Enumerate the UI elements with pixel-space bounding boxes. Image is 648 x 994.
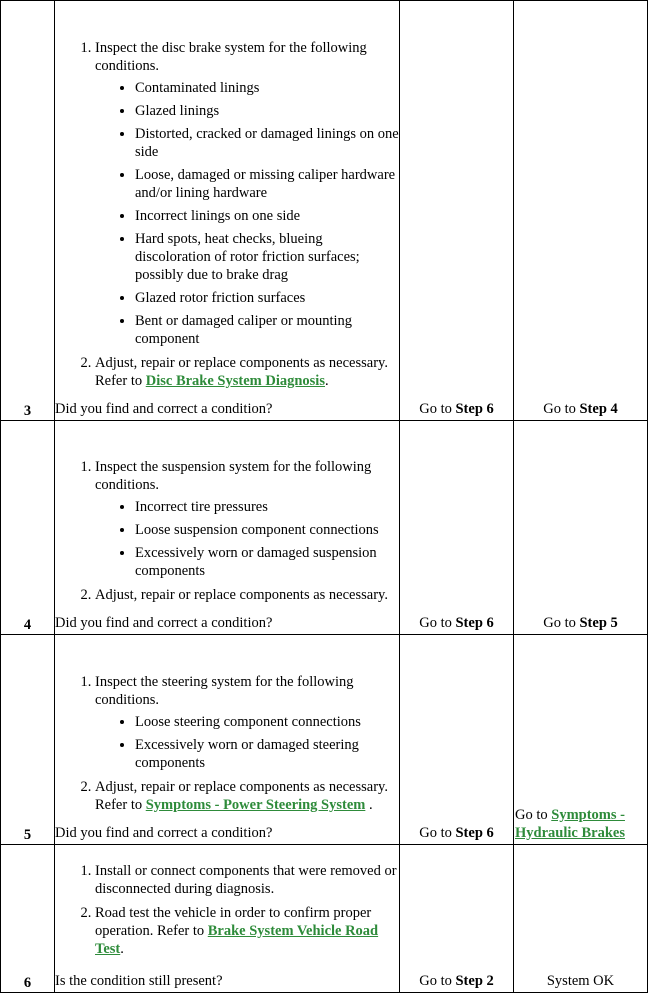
action-cell	[55, 845, 400, 993]
disc-brake-diagnosis-link[interactable]: Disc Brake System Diagnosis	[145, 373, 325, 389]
step-number: 5	[23, 827, 32, 843]
question-text: Did you find and correct a condition?	[55, 615, 273, 631]
instruction-item	[95, 39, 399, 348]
inspect-text: Inspect the suspension system for the following conditions.	[95, 459, 372, 493]
condition-item: • Bent or damaged caliper or mounting component	[135, 312, 399, 348]
adjust-suffix: .	[324, 373, 329, 389]
table-row-step-6	[1, 845, 648, 993]
road-test-suffix: .	[120, 941, 124, 957]
question-text: Did you find and correct a condition?	[55, 401, 273, 417]
yes-cell	[400, 421, 514, 635]
yes-prefix: Go to	[419, 973, 456, 989]
condition-item: • Excessively worn or damaged steering components	[135, 736, 399, 772]
no-cell	[514, 845, 648, 993]
condition-item: • Incorrect tire pressures	[135, 498, 399, 516]
yes-prefix: Go to	[419, 401, 456, 417]
step-number: 3	[23, 403, 32, 419]
condition-item: • Glazed linings	[135, 102, 399, 120]
condition-item: • Loose steering component connections	[135, 713, 399, 731]
no-cell	[514, 1, 648, 421]
instruction-list	[55, 458, 399, 604]
instruction-list	[55, 673, 399, 814]
condition-list	[95, 79, 399, 348]
step-number: 6	[23, 975, 32, 991]
instruction-list	[55, 862, 399, 958]
condition-list	[95, 713, 399, 772]
no-prefix: Go to	[515, 807, 552, 823]
adjust-suffix: .	[365, 797, 373, 813]
question-text: Is the condition still present?	[55, 973, 223, 989]
step-number-cell	[1, 1, 55, 421]
instruction-list	[55, 39, 399, 390]
table-row-step-3	[1, 1, 648, 421]
inspect-text: Inspect the disc brake system for the following conditions.	[95, 40, 367, 74]
yes-step-ref: Step 2	[455, 973, 494, 989]
no-cell	[514, 635, 648, 845]
question-text: Did you find and correct a condition?	[55, 825, 273, 841]
action-cell	[55, 635, 400, 845]
step-number-cell	[1, 421, 55, 635]
yes-prefix: Go to	[419, 825, 456, 841]
yes-step-ref: Step 6	[455, 401, 494, 417]
instruction-item: 1. Install or connect components that were removed or disconnected during diagnosis.	[95, 862, 399, 898]
no-cell	[514, 421, 648, 635]
instruction-item	[95, 673, 399, 772]
yes-prefix: Go to	[419, 615, 456, 631]
table-row-step-5	[1, 635, 648, 845]
instruction-item: 2. Adjust, repair or replace components as necessary.	[95, 586, 399, 604]
no-result-text: System OK	[546, 973, 615, 989]
step-number-cell	[1, 635, 55, 845]
yes-cell	[400, 1, 514, 421]
yes-cell	[400, 635, 514, 845]
no-prefix: Go to	[543, 401, 580, 417]
no-step-ref: Step 4	[579, 401, 618, 417]
condition-item: • Incorrect linings on one side	[135, 207, 399, 225]
yes-step-ref: Step 6	[455, 825, 494, 841]
adjust-text: Adjust, repair or replace components as necessary. Refer to	[95, 355, 388, 389]
hydraulic-brakes-symptoms-link[interactable]: Symptoms - Hydraulic Brakes	[515, 807, 625, 841]
condition-item: • Hard spots, heat checks, blueing discoloration of rotor friction surfaces; possibly due to brake drag	[135, 230, 399, 284]
condition-item: • Loose, damaged or missing caliper hardware and/or lining hardware	[135, 166, 399, 202]
table-row-step-4	[1, 421, 648, 635]
adjust-text: Adjust, repair or replace components as necessary. Refer to	[95, 779, 388, 813]
no-step-ref: Step 5	[579, 615, 618, 631]
instruction-item	[95, 354, 399, 390]
inspect-text: Inspect the steering system for the following conditions.	[95, 674, 354, 708]
road-test-text: Road test the vehicle in order to confirm proper operation. Refer to	[95, 905, 372, 939]
yes-cell	[400, 845, 514, 993]
action-cell	[55, 1, 400, 421]
condition-item: • Loose suspension component connections	[135, 521, 399, 539]
condition-item: • Distorted, cracked or damaged linings on one side	[135, 125, 399, 161]
action-cell	[55, 421, 400, 635]
yes-step-ref: Step 6	[455, 615, 494, 631]
no-prefix: Go to	[543, 615, 580, 631]
instruction-item	[95, 904, 399, 958]
condition-item: • Contaminated linings	[135, 79, 399, 97]
power-steering-symptoms-link[interactable]: Symptoms - Power Steering System	[145, 797, 366, 813]
road-test-link[interactable]: Brake System Vehicle Road Test	[95, 923, 379, 957]
instruction-item	[95, 778, 399, 814]
step-number-cell	[1, 845, 55, 993]
condition-item: • Glazed rotor friction surfaces	[135, 289, 399, 307]
step-number: 4	[23, 617, 32, 633]
instruction-item	[95, 458, 399, 580]
condition-item: • Excessively worn or damaged suspension components	[135, 544, 399, 580]
condition-list	[95, 498, 399, 580]
